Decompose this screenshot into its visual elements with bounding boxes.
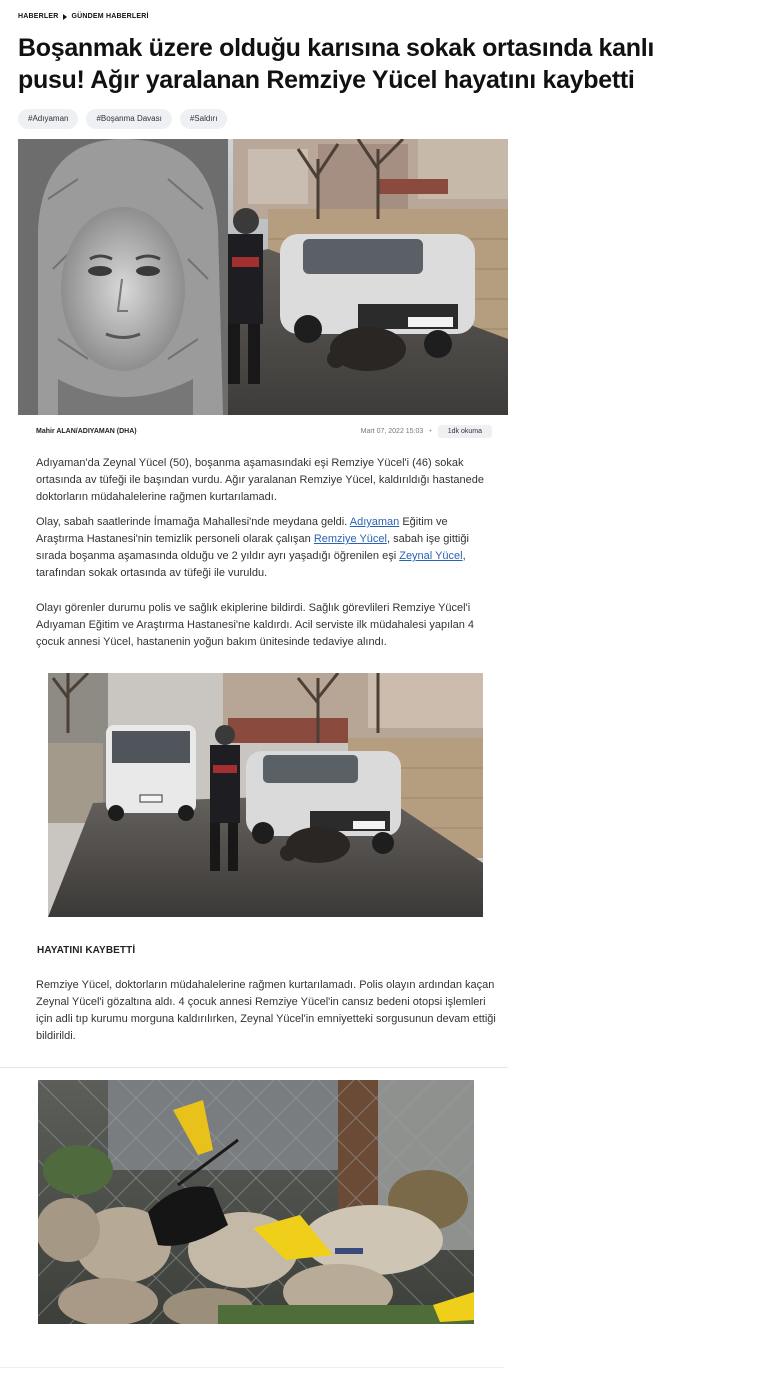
bottom-divider (0, 1367, 504, 1368)
paragraph-2-text-c: , sabah işe gittiği sırada boşanma aşamasında olduğu ve 2 yıldır ayrı yaşadığı öğrenilen eşi (36, 533, 469, 562)
chevron-right-icon (63, 14, 67, 20)
paragraph-2 (36, 514, 496, 582)
article-meta (36, 423, 492, 439)
section-divider (0, 1067, 508, 1068)
breadcrumb-item-gundem[interactable]: GÜNDEM HABERLERİ (71, 13, 149, 20)
publish-date: Mart 07, 2022 15:03 (360, 427, 424, 435)
paragraph-1: Adıyaman'da Zeynal Yücel (50), boşanma aşamasındaki eşi Remziye Yücel'i (46) sokak ortasında av tüfeği ile başından vurdu. Ağır yaralanan Remziye Yücel, kaldırıldığı hastanede doktorların müdahalelerine rağmen kurtarılamadı. (36, 457, 485, 503)
tag-bosanma-davasi[interactable]: #Boşanma Davası (86, 109, 171, 129)
hero-image (18, 139, 508, 415)
breadcrumb (18, 13, 149, 20)
tag-list (18, 109, 227, 129)
paragraph-2-text-d: , tarafından sokak ortasında av tüfeği ile vuruldu. (36, 550, 466, 579)
breadcrumb-item-haberler[interactable]: HABERLER (18, 13, 59, 20)
article-title: Boşanmak üzere olduğu karısına sokak ortasında kanlı pusu! Ağır yaralanan Remziye Yücel hayatını kaybetti (18, 34, 655, 94)
link-zeynal-yucel[interactable]: Zeynal Yücel (399, 550, 463, 562)
link-adiyaman[interactable]: Adıyaman (349, 516, 400, 528)
paragraph-2-text-a: Olay, sabah saatlerinde İmamağa Mahallesi'nde meydana geldi. (36, 516, 350, 528)
author-name[interactable]: Mahir ALAN/ADIYAMAN (DHA) (36, 427, 137, 435)
tag-adiyaman[interactable]: #Adıyaman (18, 109, 78, 129)
evidence-image (38, 1080, 474, 1324)
paragraph-2-text-b: Eğitim ve Araştırma Hastanesi'nin temizlik personeli olarak çalışan (36, 516, 448, 545)
tag-saldiri[interactable]: #Saldırı (180, 109, 228, 129)
section-heading: HAYATINI KAYBETTİ (37, 945, 136, 956)
paragraph-4: Remziye Yücel, doktorların müdahalelerine rağmen kurtarılamadı. Polis olayın ardından kaçan Zeynal Yücel'i gözaltına aldı. 4 çocuk annesi Remziye Yücel'in cansız bedeni otopsi işlemleri için adli tıp kurumu morguna kaldırılırken, Zeynal Yücel'in emniyetteki sorgusunun devam ettiği bildirildi. (36, 979, 496, 1042)
link-remziye-yucel[interactable]: Remziye Yücel (313, 533, 387, 545)
scene-image (48, 673, 483, 917)
meta-separator: • (429, 427, 432, 435)
paragraph-3: Olayı görenler durumu polis ve sağlık ekiplerine bildirdi. Sağlık görevlileri Remziye Yücel'i Adıyaman Eğitim ve Araştırma Hastanesi'ne kaldırdı. Acil serviste ilk müdahalesi yapılan 4 çocuk annesi Yücel, hastanenin yoğun bakım ünitesinde tedaviye alındı. (36, 602, 475, 648)
read-time-badge: 1dk okuma (438, 425, 492, 438)
